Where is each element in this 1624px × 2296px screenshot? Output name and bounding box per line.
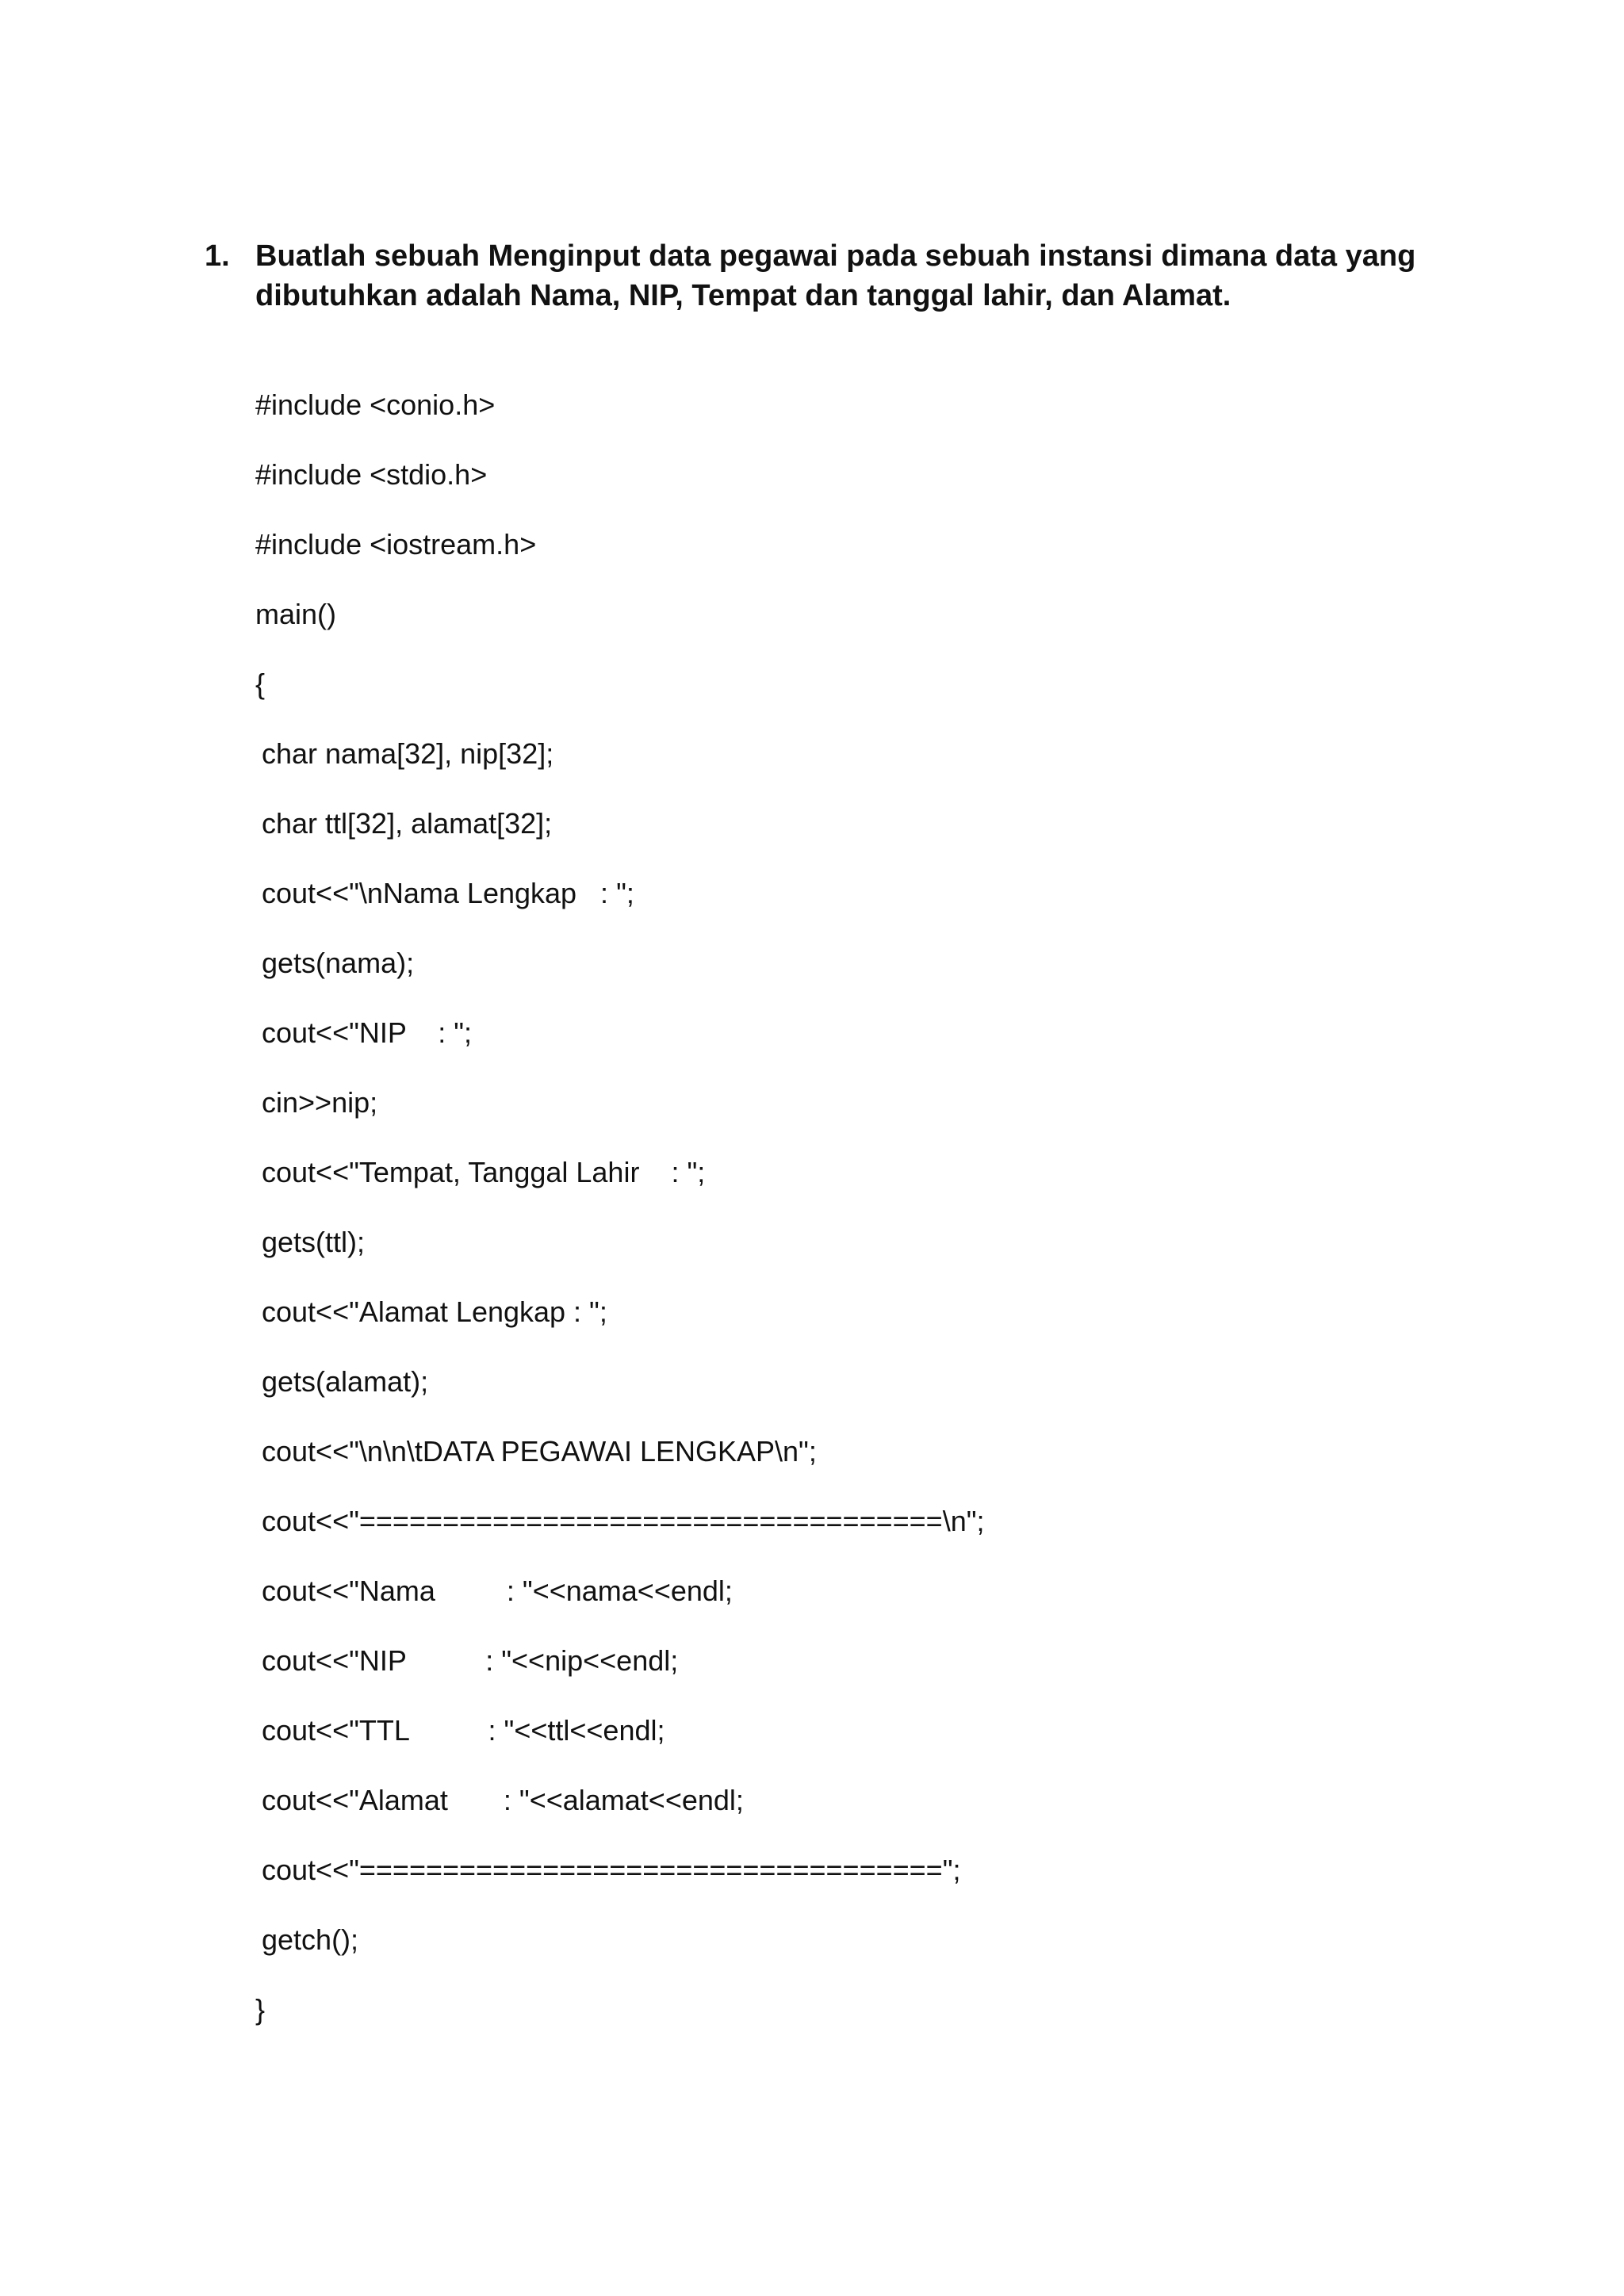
code-line: cout<<"TTL : "<<ttl<<endl; <box>262 1714 665 1747</box>
code-line: cout<<"==================================="; <box>262 1854 961 1886</box>
code-line: getch(); <box>262 1923 359 1956</box>
code-line: #include <iostream.h> <box>255 528 537 561</box>
code-line: char ttl[32], alamat[32]; <box>262 807 553 840</box>
code-line: cout<<"===================================\n"; <box>262 1505 985 1537</box>
code-line: gets(alamat); <box>262 1365 429 1398</box>
question-number: 1. <box>205 239 230 273</box>
code-line: cout<<"Alamat Lengkap : "; <box>262 1295 607 1328</box>
code-line: cout<<"Tempat, Tanggal Lahir : "; <box>262 1156 706 1188</box>
code-line: cin>>nip; <box>262 1086 378 1119</box>
code-line: } <box>255 1993 266 2026</box>
code-line: char nama[32], nip[32]; <box>262 737 554 770</box>
code-line: cout<<"NIP : "<<nip<<endl; <box>262 1644 679 1677</box>
question-text: Buatlah sebuah Menginput data pegawai pada sebuah instansi dimana data yang dibutuhkan adalah Nama, NIP, Tempat dan tanggal lahir, dan Alamat. <box>255 239 1416 312</box>
code-line: cout<<"\nNama Lengkap : "; <box>262 877 634 909</box>
code-line: gets(nama); <box>262 947 415 979</box>
code-line: cout<<"Nama : "<<nama<<endl; <box>262 1575 733 1607</box>
code-line: #include <stdio.h> <box>255 458 488 491</box>
code-line: #include <conio.h> <box>255 388 496 421</box>
code-line: cout<<"NIP : "; <box>262 1016 473 1049</box>
code-line: main() <box>255 598 337 630</box>
code-line: cout<<"\n\n\tDATA PEGAWAI LENGKAP\n"; <box>262 1435 817 1468</box>
code-line: cout<<"Alamat : "<<alamat<<endl; <box>262 1784 744 1816</box>
code-listing <box>255 383 1524 2057</box>
code-line: gets(ttl); <box>262 1226 366 1258</box>
code-line: { <box>255 668 266 700</box>
